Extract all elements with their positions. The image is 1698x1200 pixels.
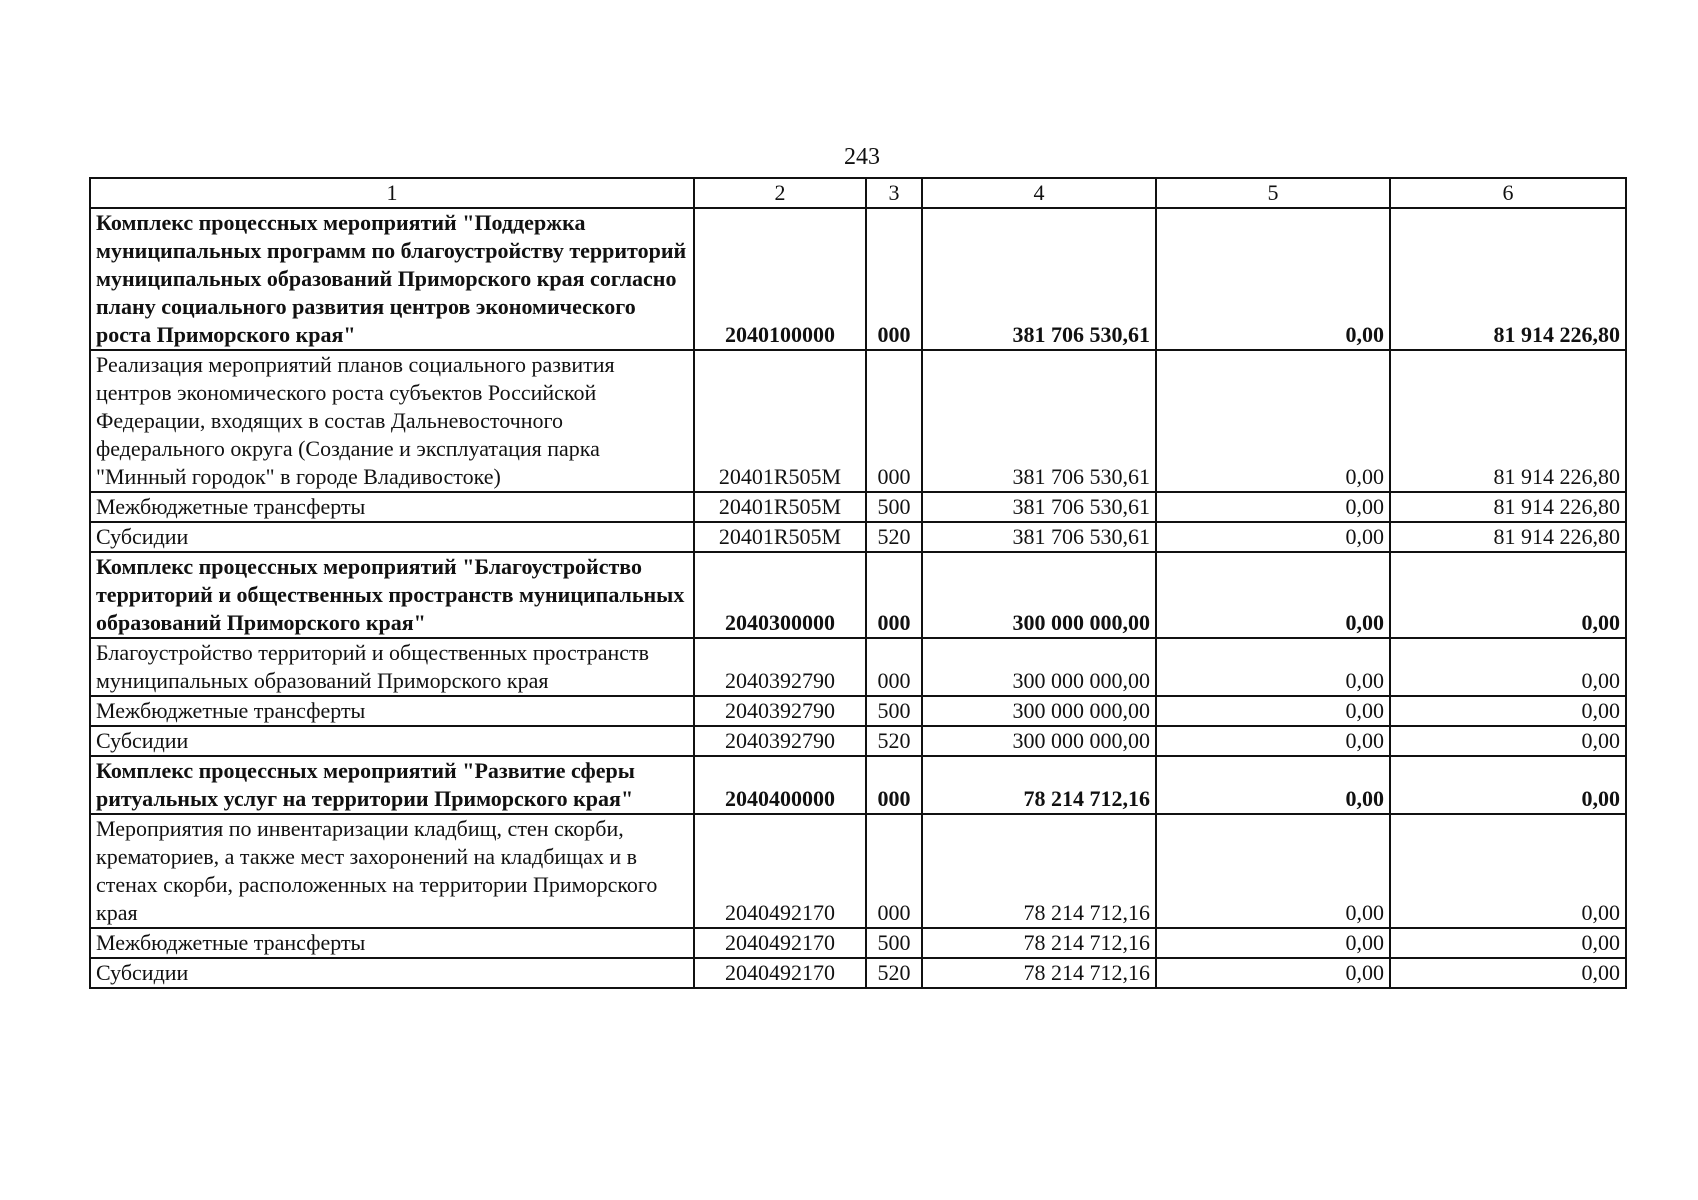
row-name: Межбюджетные трансферты [90,928,694,958]
column-header-5: 5 [1156,178,1390,208]
row-value-4: 300 000 000,00 [922,638,1156,696]
row-code: 20401R505M [694,522,866,552]
row-expense-type: 000 [866,756,922,814]
row-value-4: 300 000 000,00 [922,696,1156,726]
row-value-5: 0,00 [1156,638,1390,696]
table-row [90,726,1626,756]
row-value-6: 81 914 226,80 [1390,522,1626,552]
row-value-6: 0,00 [1390,814,1626,928]
row-expense-type: 500 [866,492,922,522]
table-row [90,958,1626,988]
page-number: 243 [844,144,880,170]
row-value-4: 78 214 712,16 [922,814,1156,928]
row-name: Межбюджетные трансферты [90,492,694,522]
row-code: 2040492170 [694,814,866,928]
row-name: Субсидии [90,958,694,988]
row-code: 2040492170 [694,958,866,988]
row-expense-type: 000 [866,350,922,492]
row-value-4: 381 706 530,61 [922,350,1156,492]
row-name: Реализация мероприятий планов социального развития центров экономического роста субъектов Российской Федерации, входящих в состав Дальневосточного федерального округа (Создание и эксплуатация парка "Минный городок" в городе Владивостоке) [90,350,694,492]
row-value-4: 78 214 712,16 [922,756,1156,814]
row-expense-type: 520 [866,726,922,756]
row-value-6: 0,00 [1390,756,1626,814]
column-header-3: 3 [866,178,922,208]
row-value-5: 0,00 [1156,350,1390,492]
table-row [90,814,1626,928]
row-name: Комплекс процессных мероприятий "Благоустройство территорий и общественных пространств муниципальных образований Приморского края" [90,552,694,638]
row-expense-type: 000 [866,814,922,928]
row-value-5: 0,00 [1156,756,1390,814]
table-row [90,208,1626,350]
row-value-5: 0,00 [1156,958,1390,988]
row-name: Комплекс процессных мероприятий "Развитие сферы ритуальных услуг на территории Приморского края" [90,756,694,814]
row-value-4: 381 706 530,61 [922,522,1156,552]
row-value-5: 0,00 [1156,522,1390,552]
column-header-2: 2 [694,178,866,208]
row-code: 2040492170 [694,928,866,958]
row-name: Межбюджетные трансферты [90,696,694,726]
row-code: 2040392790 [694,696,866,726]
row-name: Субсидии [90,726,694,756]
row-value-5: 0,00 [1156,492,1390,522]
row-value-6: 0,00 [1390,928,1626,958]
row-value-4: 78 214 712,16 [922,928,1156,958]
row-value-5: 0,00 [1156,726,1390,756]
row-code: 2040400000 [694,756,866,814]
row-value-6: 0,00 [1390,696,1626,726]
budget-table [89,177,1627,989]
row-name: Субсидии [90,522,694,552]
row-value-4: 300 000 000,00 [922,552,1156,638]
row-value-4: 78 214 712,16 [922,958,1156,988]
table-row [90,928,1626,958]
row-value-5: 0,00 [1156,552,1390,638]
row-value-5: 0,00 [1156,928,1390,958]
row-code: 20401R505M [694,350,866,492]
table-row [90,492,1626,522]
row-value-5: 0,00 [1156,208,1390,350]
row-expense-type: 500 [866,928,922,958]
table-row [90,522,1626,552]
row-value-6: 81 914 226,80 [1390,350,1626,492]
row-value-6: 0,00 [1390,552,1626,638]
row-code: 2040392790 [694,726,866,756]
row-expense-type: 000 [866,638,922,696]
row-value-6: 81 914 226,80 [1390,492,1626,522]
row-value-4: 381 706 530,61 [922,492,1156,522]
row-expense-type: 520 [866,522,922,552]
row-expense-type: 500 [866,696,922,726]
row-name: Мероприятия по инвентаризации кладбищ, стен скорби, крематориев, а также мест захоронений на кладбищах и в стенах скорби, расположенных на территории Приморского края [90,814,694,928]
row-name: Благоустройство территорий и общественных пространств муниципальных образований Приморского края [90,638,694,696]
column-header-4: 4 [922,178,1156,208]
row-value-4: 381 706 530,61 [922,208,1156,350]
row-code: 2040100000 [694,208,866,350]
table-row [90,756,1626,814]
row-value-4: 300 000 000,00 [922,726,1156,756]
table-row [90,552,1626,638]
table-row [90,638,1626,696]
row-code: 2040300000 [694,552,866,638]
row-expense-type: 520 [866,958,922,988]
row-value-5: 0,00 [1156,696,1390,726]
row-code: 20401R505M [694,492,866,522]
row-expense-type: 000 [866,208,922,350]
row-expense-type: 000 [866,552,922,638]
row-code: 2040392790 [694,638,866,696]
row-value-6: 81 914 226,80 [1390,208,1626,350]
row-name: Комплекс процессных мероприятий "Поддержка муниципальных программ по благоустройству территорий муниципальных образований Приморского края согласно плану социального развития центров экономического роста Приморского края" [90,208,694,350]
table-header-row [90,178,1626,208]
row-value-6: 0,00 [1390,638,1626,696]
table-row [90,696,1626,726]
table-row [90,350,1626,492]
row-value-6: 0,00 [1390,958,1626,988]
column-header-6: 6 [1390,178,1626,208]
column-header-1: 1 [90,178,694,208]
row-value-5: 0,00 [1156,814,1390,928]
row-value-6: 0,00 [1390,726,1626,756]
